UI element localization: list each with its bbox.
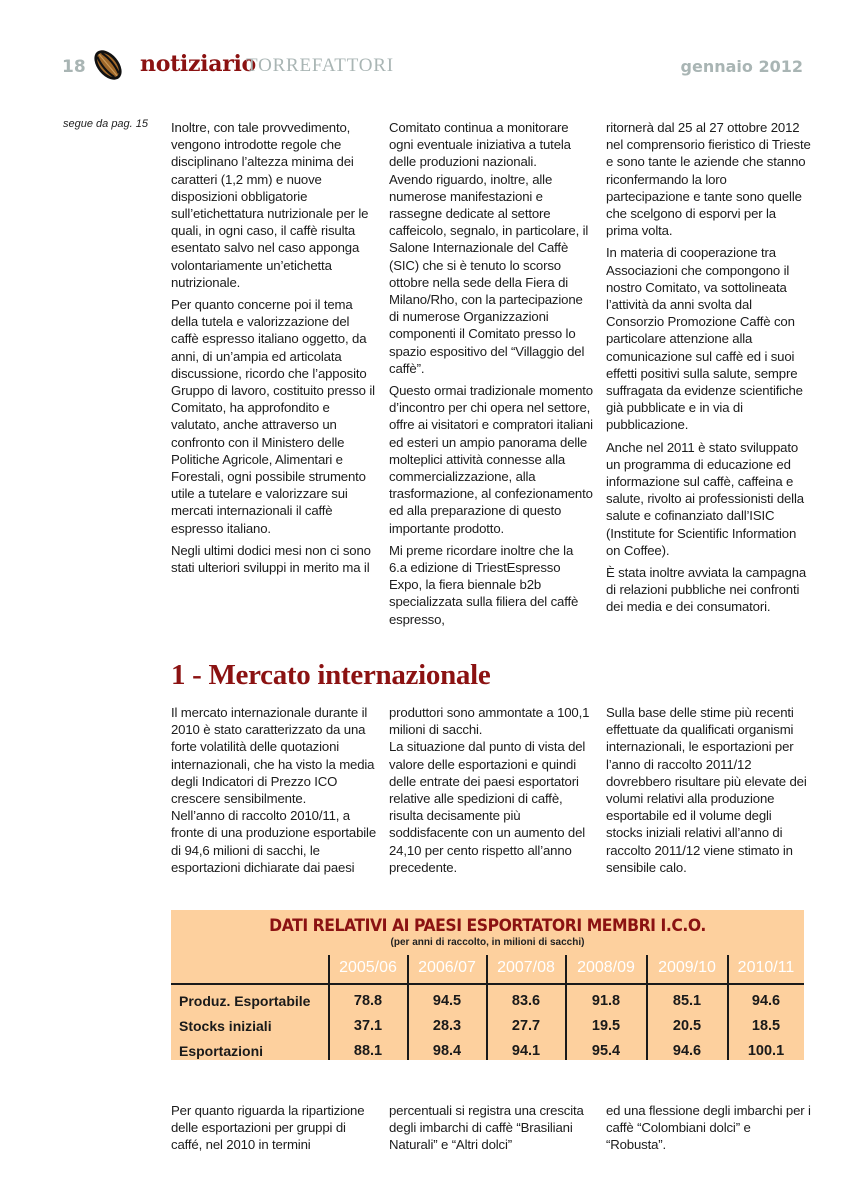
paragraph: Per quanto concerne poi il tema della tutela e valorizzazione del caffè espresso italiano oggetto, da anni, di un’ampia ed articolata discussione, ricordo che l’apposito Gruppo di lavoro, costituito presso il Comitato, ha approfondito e valutato, anche attraverso un confronto con il Ministero delle Politiche Agricole, Alimentari e Forestali, ogni possibile strumento utile a tutelare e valorizzare sui mercati internazionali il caffè espresso italiano. xyxy=(171,297,375,536)
paragraph: Anche nel 2011 è stato sviluppato un programma di educazione ed informazione sul caffè, caffeina e salute, rivolto ai professionisti della salute e cofinanziato dall’ISIC (Institute for Scientific Information on Coffee). xyxy=(606,439,804,558)
table-subtitle: (per anni di raccolto, in milioni di sacchi) xyxy=(390,937,585,948)
table-cell: 37.1 xyxy=(353,1018,383,1034)
paragraph: ritornerà dal 25 al 27 ottobre 2012 nel comprensorio fieristico di Trieste e sono tante le aziende che stanno riconfermando la loro partecipazione e tante sono quelle che scelgono di esporvi per la prima volta. xyxy=(606,120,811,239)
table-cell: 91.8 xyxy=(591,993,621,1009)
table-cell: 83.6 xyxy=(511,993,541,1009)
row-label: Stocks iniziali xyxy=(179,1018,272,1034)
table-cell: 88.1 xyxy=(353,1043,383,1059)
coffee-bean-icon xyxy=(89,46,127,84)
paragraph: Il mercato internazionale durante il 2010 è stato caratterizzato da una forte volatilità delle quotazioni internazionali, che ha visto la media degli Indicatori di Prezzo ICO crescere sensibilmente. xyxy=(171,705,375,807)
table-cell: 94.6 xyxy=(751,993,781,1009)
paragraph: ed una flessione degli imbarchi per i caffè “Colombiani dolci” e “Robusta”. xyxy=(606,1103,811,1153)
page-header xyxy=(0,0,855,100)
table-title: DATI RELATIVI AI PAESI ESPORTATORI MEMBRI I.C.O. xyxy=(269,916,706,936)
table-cell: 100.1 xyxy=(747,1043,785,1059)
table-cell: 20.5 xyxy=(672,1018,702,1034)
table-cell: 85.1 xyxy=(672,993,702,1009)
section-column-2 xyxy=(389,704,594,881)
bottom-column-3 xyxy=(606,1102,811,1159)
paragraph: Inoltre, con tale provvedimento, vengono introdotte regole che disciplinano l’altezza minima dei caratteri (1,2 mm) e nuove disposizioni obbligatorie sull’etichettatura nutrizionale per le quali, in ogni caso, il caffè risulta esentato salvo nel caso apponga volontariamente un’etichetta nutrizionale. xyxy=(171,120,369,290)
table-row xyxy=(171,1018,804,1043)
row-label: Esportazioni xyxy=(179,1043,264,1059)
table-cell: 94.1 xyxy=(511,1043,541,1059)
paragraph: Sulla base delle stime più recenti effettuate da qualificati organismi internazionali, le esportazioni per l’anno di raccolto 2011/12 dovrebbero risultare più elevate dei volumi relativi alla produzione esportabile ed il volume degli stocks iniziali relativi all’anno di raccolto 2011/12 viene stimato in sensibile calo. xyxy=(606,705,807,875)
paragraph: È stata inoltre avviata la campagna di relazioni pubbliche nei confronti dei media e dei consumatori. xyxy=(606,565,807,615)
section-column-1 xyxy=(171,704,376,881)
paragraph: produttori sono ammontate a 100,1 milioni di sacchi. xyxy=(389,705,590,738)
ico-data-table xyxy=(171,910,804,1060)
table-row xyxy=(171,993,804,1018)
table-cell: 98.4 xyxy=(432,1043,462,1059)
column-header: 2005/06 xyxy=(339,959,397,976)
bottom-column-1 xyxy=(171,1102,376,1159)
table-cell: 28.3 xyxy=(432,1018,462,1034)
section-column-3 xyxy=(606,704,811,881)
table-cell: 19.5 xyxy=(591,1018,621,1034)
table-cell: 18.5 xyxy=(751,1018,781,1034)
brand-subtitle: TORREFATTORI xyxy=(246,55,394,76)
column-header: 2008/09 xyxy=(577,959,635,976)
article-column-2 xyxy=(389,119,594,633)
table-header-rule xyxy=(171,983,804,985)
column-header: 2006/07 xyxy=(418,959,476,976)
table-cell: 94.5 xyxy=(432,993,462,1009)
paragraph: Nell’anno di raccolto 2010/11, a fronte di una produzione esportabile di 94,6 milioni di sacchi, le esportazioni dichiarate dai paesi xyxy=(171,808,377,875)
brand-title: notiziario xyxy=(140,51,256,77)
paragraph: In materia di cooperazione tra Associazioni che compongono il nostro Comitato, va sottolineata l’attività da anni svolta dal Consorzio Promozione Caffè con particolare attenzione alla comunicazione sul caffè ed i suoi effetti positivi sulla salute, sempre suffragata da evidenze scientifiche già pubblicate e in via di pubblicazione. xyxy=(606,245,803,433)
paragraph: Negli ultimi dodici mesi non ci sono stati ulteriori sviluppi in merito ma il xyxy=(171,542,371,576)
article-column-1 xyxy=(171,119,376,581)
section-heading: 1 - Mercato internazionale xyxy=(171,659,491,691)
table-row xyxy=(171,1043,804,1068)
table-cell: 78.8 xyxy=(353,993,383,1009)
paragraph: percentuali si registra una crescita degli imbarchi di caffè “Brasiliani Naturali” e “Altri dolci” xyxy=(389,1103,584,1153)
continued-from-label: segue da pag. 15 xyxy=(63,118,149,130)
page-number: 18 xyxy=(62,57,86,77)
paragraph: Questo ormai tradizionale momento d’incontro per chi opera nel settore, offre ai visitatori e compratori italiani ed esteri un ampio panorama delle molteplici attività connesse alla commercializzazione, alla trasformazione, al confezionamento ed alla preparazione di questo importante prodotto. xyxy=(389,383,593,536)
column-header: 2009/10 xyxy=(658,959,716,976)
row-label: Produz. Esportabile xyxy=(179,993,311,1009)
issue-date: gennaio 2012 xyxy=(680,57,803,76)
table-cell: 94.6 xyxy=(672,1043,702,1059)
paragraph: Per quanto riguarda la ripartizione delle esportazioni per gruppi di caffé, nel 2010 in termini xyxy=(171,1103,365,1153)
paragraph: Mi preme ricordare inoltre che la 6.a edizione di TriestEspresso Expo, la fiera biennale b2b specializzata sulla filiera del caffè espresso, xyxy=(389,542,579,627)
column-header: 2007/08 xyxy=(497,959,555,976)
article-column-3 xyxy=(606,119,811,621)
table-cell: 95.4 xyxy=(591,1043,621,1059)
paragraph: La situazione dal punto di vista del valore delle esportazioni e quindi delle entrate dei paesi esportatori relative alle spedizioni di caffè, risulta decisamente più soddisfacente con un aumento del 24,10 per cento rispetto all’anno precedente. xyxy=(389,739,586,875)
paragraph: Avendo riguardo, inoltre, alle numerose manifestazioni e rassegne dedicate al settore caffeicolo, segnalo, in particolare, il Salone Internazionale del Caffè (SIC) che si è tenuto lo scorso ottobre nella sede della Fiera di Milano/Rho, con la partecipazione di numerose Organizzazioni componenti il Comitato presso lo spazio espositivo del “Villaggio del caffè”. xyxy=(389,171,589,376)
bottom-column-2 xyxy=(389,1102,594,1159)
table-cell: 27.7 xyxy=(511,1018,541,1034)
paragraph: Comitato continua a monitorare ogni eventuale iniziativa a tutela delle produzioni nazionali. xyxy=(389,120,571,170)
column-header: 2010/11 xyxy=(737,959,795,976)
